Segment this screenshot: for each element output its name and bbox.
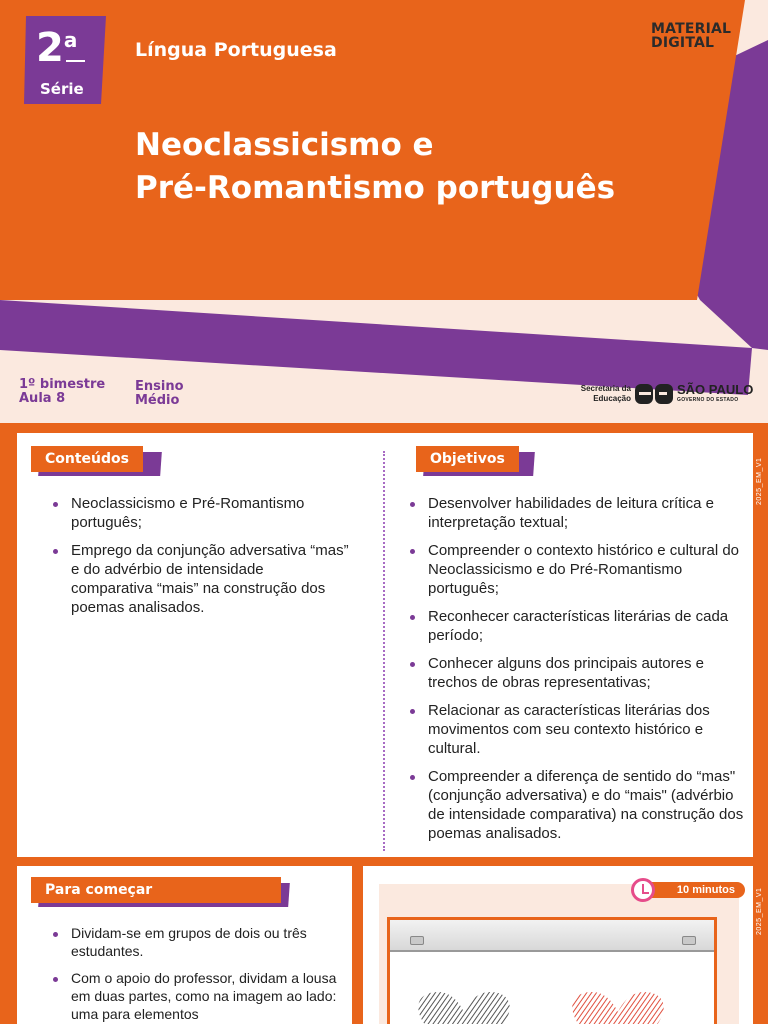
serie-underline (66, 60, 85, 62)
whiteboard-rail (390, 920, 714, 952)
list-item: Compreender a diferença de sentido do “mas" (conjunção adversativa) e do “mais" (advérbio de intensidade comparativa) na construção dos poemas analisados. (406, 767, 746, 843)
pin-icon (410, 936, 424, 945)
list-item: Conhecer alguns dos principais autores e trechos de obras representativas; (406, 654, 746, 692)
side-code: 2025_EM_V1 (756, 457, 763, 505)
whiteboard (387, 917, 717, 1024)
objectives-list (406, 494, 746, 852)
list-item: Compreender o contexto histórico e cultural do Neoclassicismo e do Pré-Romantismo português; (406, 541, 746, 598)
list-item: Dividam-se em grupos de dois ou três estudantes. (49, 924, 339, 960)
contents-objectives-card (17, 433, 753, 857)
subject-title: Língua Portuguesa (135, 39, 337, 61)
list-item: Neoclassicismo e Pré-Romantismo português; (49, 494, 349, 532)
hearts-drawing (390, 952, 714, 1024)
gray-heart-icon (418, 992, 509, 1024)
start-list (49, 924, 339, 1024)
column-divider (383, 451, 385, 851)
sp-name: SÃO PAULO (677, 382, 754, 397)
side-code-2: 2025_EM_V1 (756, 887, 763, 935)
cover (0, 0, 768, 423)
objectives-heading: Objetivos (416, 446, 519, 472)
level-info: Ensino Médio (135, 379, 184, 408)
serie-label: Série (40, 80, 84, 98)
start-card (17, 866, 352, 1024)
sp-gov: GOVERNO DO ESTADO (677, 397, 739, 403)
red-heart-icon (572, 992, 663, 1024)
start-heading: Para começar (31, 877, 281, 903)
contents-heading: Conteúdos (31, 446, 143, 472)
material-digital-logo: MATERIAL DIGITAL (651, 21, 732, 51)
list-item: Relacionar as características literárias dos movimentos com seu contexto histórico e cultural. (406, 701, 746, 758)
list-item: Desenvolver habilidades de leitura crítica e interpretação textual; (406, 494, 746, 532)
list-item: Reconhecer características literárias de cada período; (406, 607, 746, 645)
sp-government-logo (574, 383, 754, 407)
whiteboard-illustration-card (363, 866, 753, 1024)
list-item: Emprego da conjunção adversativa “mas” e do advérbio de intensidade comparativa “mais” na construção dos poemas analisados. (49, 541, 349, 617)
list-item: Com o apoio do professor, dividam a lousa em duas partes, como na imagem ao lado: uma para elementos (49, 969, 339, 1023)
clock-icon (631, 878, 655, 902)
serie-number: 2$^a$ (36, 25, 78, 71)
pin-icon (682, 936, 696, 945)
lesson-title: Neoclassicismo e Pré-Romantismo português (135, 127, 616, 206)
sp-mark-icon (635, 384, 673, 404)
contents-list (49, 494, 349, 626)
period-info: 1º bimestre Aula 8 (19, 377, 106, 406)
sp-secretaria: Secretaria da Educação (580, 384, 631, 403)
timer-label: 10 minutos (641, 882, 745, 898)
cover-shapes (0, 0, 768, 423)
